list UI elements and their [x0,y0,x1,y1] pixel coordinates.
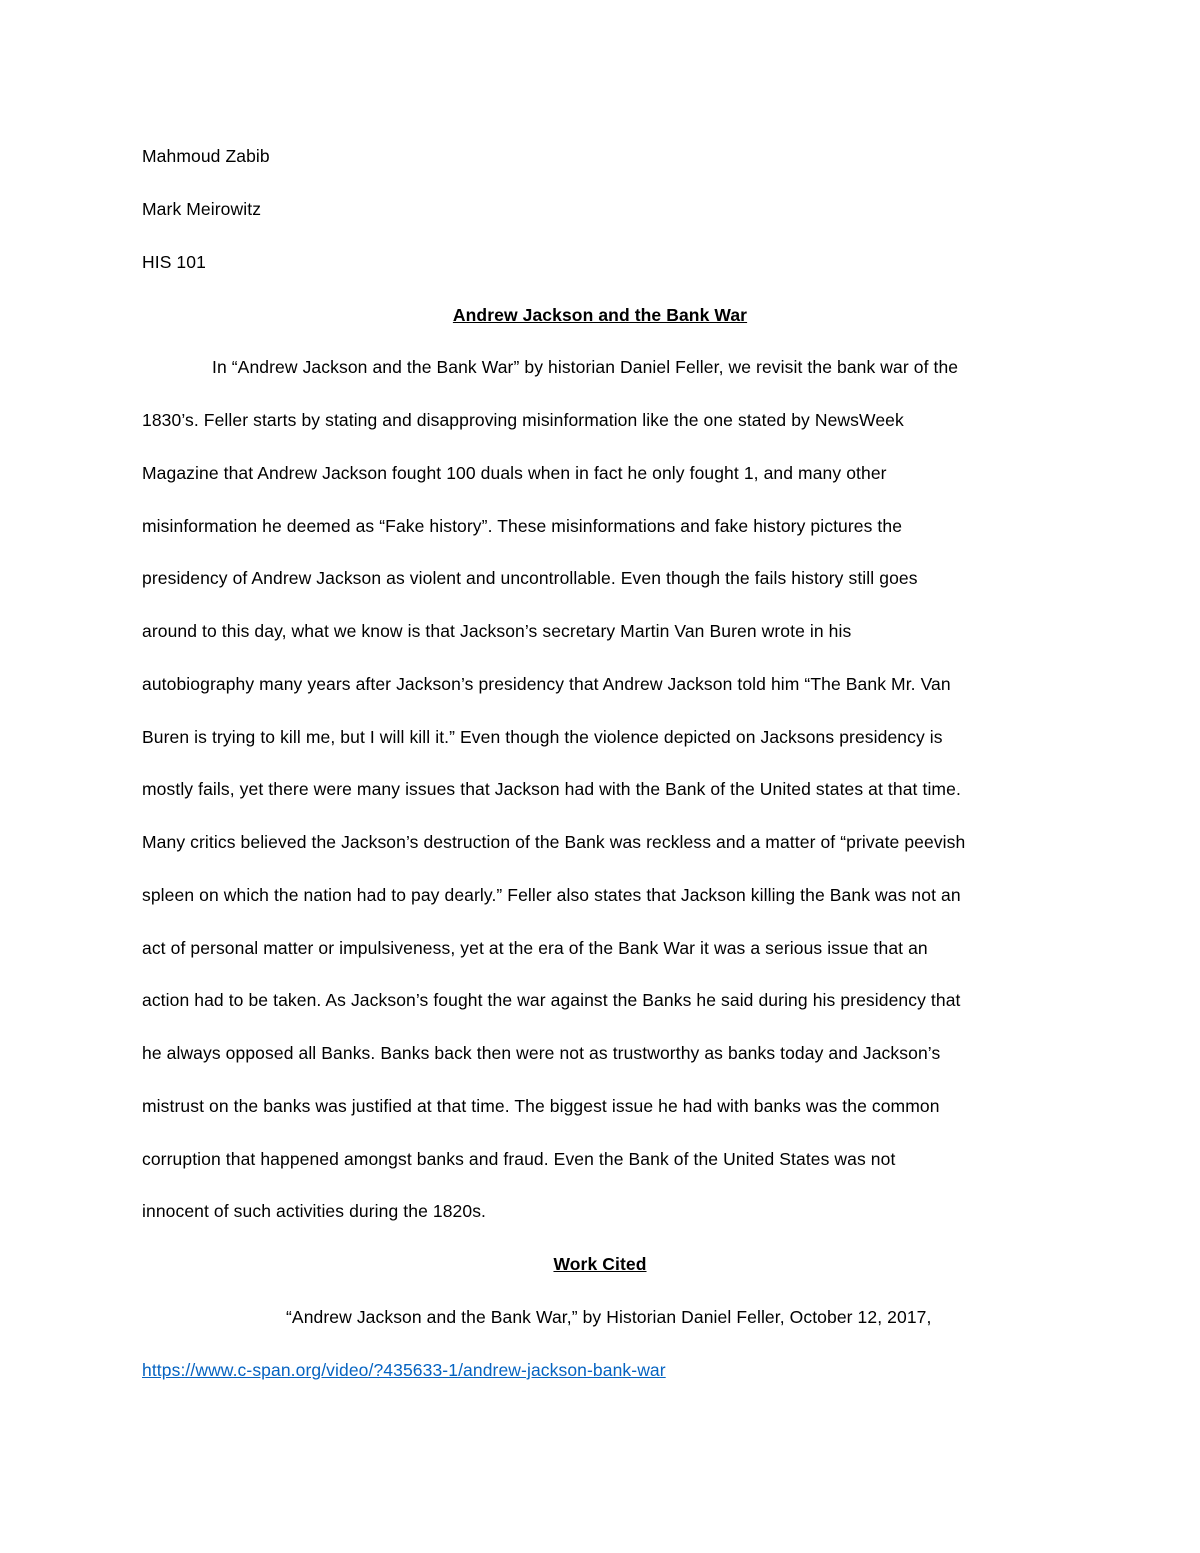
body-line: around to this day, what we know is that Jackson’s secretary Martin Van Buren wrote in his [142,621,852,641]
student-name: Mahmoud Zabib [142,146,270,166]
professor-name: Mark Meirowitz [142,199,262,219]
citation-link[interactable]: https://www.c-span.org/video/?435633-1/andrew-jackson-bank-war [142,1360,666,1380]
body-line: 1830’s. Feller starts by stating and disapproving misinformation like the one stated by NewsWeek [142,410,904,430]
body-line: Magazine that Andrew Jackson fought 100 duals when in fact he only fought 1, and many other [142,463,887,483]
body-line: corruption that happened amongst banks and fraud. Even the Bank of the United States was not [142,1149,896,1169]
body-line: autobiography many years after Jackson’s presidency that Andrew Jackson told him “The Bank Mr. Van [142,674,951,694]
body-line: misinformation he deemed as “Fake history”. These misinformations and fake history pictures the [142,516,903,536]
body-line: act of personal matter or impulsiveness, yet at the era of the Bank War it was a serious issue that an [142,938,928,958]
body-line: Many critics believed the Jackson’s destruction of the Bank was reckless and a matter of “private peevish [142,832,966,852]
course-code: HIS 101 [142,252,206,272]
works-cited-heading: Work Cited [553,1254,647,1274]
body-line: Buren is trying to kill me, but I will kill it.” Even though the violence depicted on Jacksons presidency is [142,727,943,747]
body-line: presidency of Andrew Jackson as violent and uncontrollable. Even though the fails history still goes [142,568,918,588]
essay-title: Andrew Jackson and the Bank War [452,305,748,325]
body-line: he always opposed all Banks. Banks back then were not as trustworthy as banks today and Jackson’s [142,1043,941,1063]
body-line: mostly fails, yet there were many issues that Jackson had with the Bank of the United states at that time. [142,779,961,799]
body-line: action had to be taken. As Jackson’s fought the war against the Banks he said during his presidency that [142,990,961,1010]
body-line: innocent of such activities during the 1820s. [142,1201,487,1221]
body-line: mistrust on the banks was justified at that time. The biggest issue he had with banks was the common [142,1096,940,1116]
body-line: In “Andrew Jackson and the Bank War” by historian Daniel Feller, we revisit the bank war of the [212,357,959,377]
body-line: spleen on which the nation had to pay dearly.” Feller also states that Jackson killing the Bank was not an [142,885,961,905]
citation-text: “Andrew Jackson and the Bank War,” by Historian Daniel Feller, October 12, 2017, [286,1307,932,1327]
